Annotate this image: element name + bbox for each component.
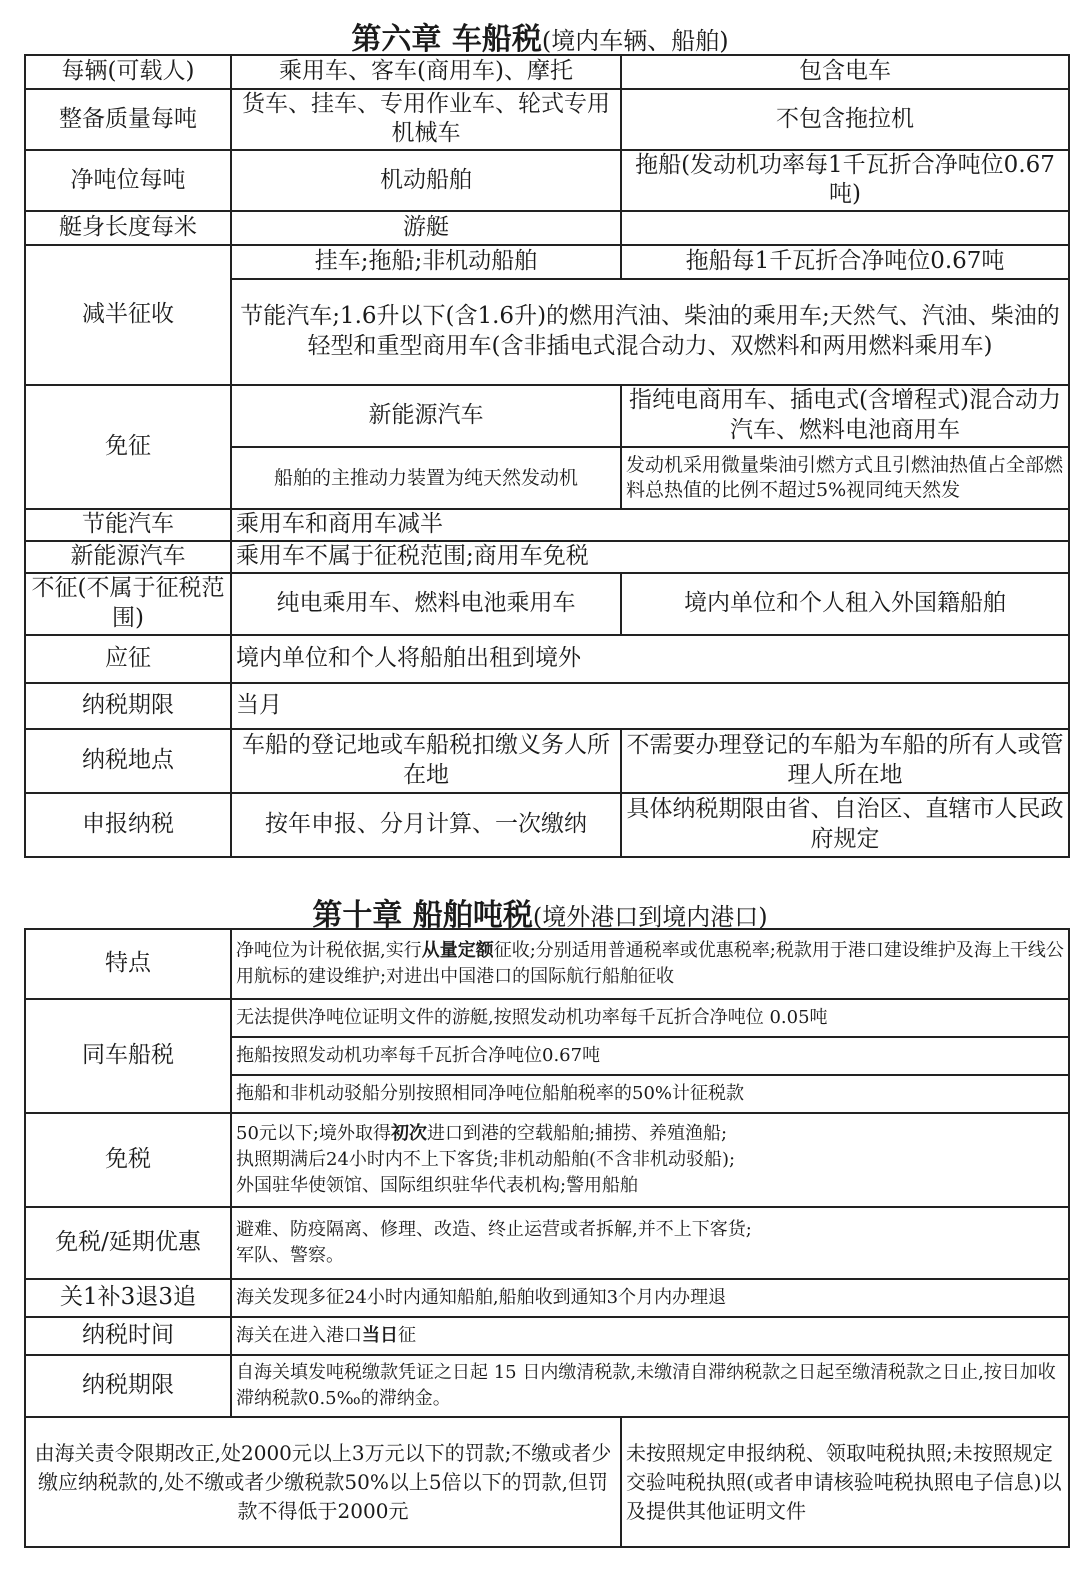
cell: 挂车;拖船;非机动船舶 <box>231 245 621 279</box>
cell: 拖船每1千瓦折合净吨位0.67吨 <box>621 245 1069 279</box>
cell: 境内单位和个人将船舶出租到境外 <box>231 635 1069 683</box>
row-label: 不征(不属于征税范围) <box>25 573 231 635</box>
cell: 游艇 <box>231 211 621 245</box>
table-row <box>25 683 1069 729</box>
table-row <box>25 729 1069 793</box>
row-label: 节能汽车 <box>25 509 231 541</box>
table-row <box>25 1355 1069 1417</box>
row-label: 每辆(可载人) <box>25 55 231 89</box>
row-label: 申报纳税 <box>25 793 231 857</box>
cell-text: 征 <box>398 1324 416 1346</box>
cell <box>231 1207 1069 1279</box>
row-label: 免征 <box>25 385 231 509</box>
cell: 纯电乘用车、燃料电池乘用车 <box>231 573 621 635</box>
row-label: 净吨位每吨 <box>25 150 231 211</box>
table-row <box>25 573 1069 635</box>
table-row <box>25 245 1069 279</box>
row-label: 艇身长度每米 <box>25 211 231 245</box>
table-row <box>25 509 1069 541</box>
row-label: 免税 <box>25 1113 231 1207</box>
chapter6-table <box>24 54 1070 858</box>
cell: 当月 <box>231 683 1069 729</box>
table-row <box>25 929 1069 999</box>
cell: 无法提供净吨位证明文件的游艇,按照发动机功率每千瓦折合净吨位 0.05吨 <box>231 999 1069 1037</box>
cell: 车船的登记地或车船税扣缴义务人所在地 <box>231 729 621 793</box>
table-row <box>25 1417 1069 1547</box>
cell-text: 征收;分别适用普通税率或优惠税率;税款用于港口建设维护及海上干线公用航标的建设维护;对进出中国港口的国际航行船舶征收 <box>236 939 1064 987</box>
row-label: 应征 <box>25 635 231 683</box>
row-label: 减半征收 <box>25 245 231 385</box>
row-label: 纳税期限 <box>25 683 231 729</box>
row-label: 纳税时间 <box>25 1317 231 1355</box>
chapter10-title-sub: (境外港口到境内港口) <box>532 903 768 931</box>
cell: 不需要办理登记的车船为车船的所有人或管理人所在地 <box>621 729 1069 793</box>
cell <box>621 211 1069 245</box>
cell-text: 海关在进入港口 <box>236 1324 362 1346</box>
cell: 自海关填发吨税缴款凭证之日起 15 日内缴清税款,未缴清自滞纳税款之日起至缴清税款之日止,按日加收滞纳税款0.5‰的滞纳金。 <box>231 1355 1069 1417</box>
chapter6-title <box>0 14 1080 58</box>
row-label: 纳税地点 <box>25 729 231 793</box>
row-label: 整备质量每吨 <box>25 89 231 150</box>
cell: 海关发现多征24小时内通知船舶,船舶收到通知3个月内办理退 <box>231 1279 1069 1317</box>
cell-text: 军队、警察。 <box>236 1245 344 1266</box>
chapter6-title-sub: (境内车辆、船舶) <box>541 27 729 55</box>
table-row <box>25 635 1069 683</box>
table-row <box>25 55 1069 89</box>
row-label: 特点 <box>25 929 231 999</box>
penalty-cell: 由海关责令限期改正,处2000元以上3万元以下的罚款;不缴或者少缴应纳税款的,处不缴或者少缴税款50%以上5倍以下的罚款,但罚款不得低于2000元 <box>25 1417 621 1547</box>
cell-text: 50元以下;境外取得 <box>236 1122 391 1144</box>
cell: 不包含拖拉机 <box>621 89 1069 150</box>
row-label: 免税/延期优惠 <box>25 1207 231 1279</box>
cell <box>231 929 1069 999</box>
cell-text: 外国驻华使领馆、国际组织驻华代表机构;警用船舶 <box>236 1175 639 1197</box>
table-row <box>25 999 1069 1037</box>
cell-text-bold: 当日 <box>362 1324 398 1346</box>
cell-text-bold: 从量定额 <box>421 939 494 961</box>
cell: 机动船舶 <box>231 150 621 211</box>
cell: 指纯电商用车、插电式(含增程式)混合动力汽车、燃料电池商用车 <box>621 385 1069 447</box>
cell: 具体纳税期限由省、自治区、直辖市人民政府规定 <box>621 793 1069 857</box>
cell: 节能汽车;1.6升以下(含1.6升)的燃用汽油、柴油的乘用车;天然气、汽油、柴油的轻型和重型商用车(含非插电式混合动力、双燃料和两用燃料乘用车) <box>231 279 1069 385</box>
cell: 乘用车和商用车减半 <box>231 509 1069 541</box>
cell: 按年申报、分月计算、一次缴纳 <box>231 793 621 857</box>
chapter10-title-main: 第十章 船舶吨税 <box>312 898 533 933</box>
cell <box>231 1317 1069 1355</box>
cell: 新能源汽车 <box>231 385 621 447</box>
cell: 境内单位和个人租入外国籍船舶 <box>621 573 1069 635</box>
row-label: 同车船税 <box>25 999 231 1113</box>
table-row <box>25 1279 1069 1317</box>
chapter10-table <box>24 928 1070 1548</box>
chapter6-title-main: 第六章 车船税 <box>351 22 542 57</box>
cell: 乘用车不属于征税范围;商用车免税 <box>231 541 1069 573</box>
row-label: 关1补3退3追 <box>25 1279 231 1317</box>
table-row <box>25 793 1069 857</box>
table-row <box>25 1207 1069 1279</box>
cell-text-bold: 初次 <box>390 1122 427 1144</box>
table-row <box>25 541 1069 573</box>
cell: 包含电车 <box>621 55 1069 89</box>
cell: 船舶的主推动力装置为纯天然发动机 <box>231 447 621 509</box>
cell: 拖船(发动机功率每1千瓦折合净吨位0.67吨) <box>621 150 1069 211</box>
cell: 乘用车、客车(商用车)、摩托 <box>231 55 621 89</box>
cell-text: 进口到港的空载船舶;捕捞、养殖渔船; <box>426 1122 728 1144</box>
cell: 货车、挂车、专用作业车、轮式专用机械车 <box>231 89 621 150</box>
table-row <box>25 1113 1069 1207</box>
row-label: 纳税期限 <box>25 1355 231 1417</box>
cell: 拖船和非机动驳船分别按照相同净吨位船舶税率的50%计征税款 <box>231 1075 1069 1113</box>
cell: 拖船按照发动机功率每千瓦折合净吨位0.67吨 <box>231 1037 1069 1075</box>
table-row <box>25 211 1069 245</box>
table-row <box>25 1317 1069 1355</box>
row-label: 新能源汽车 <box>25 541 231 573</box>
table-row <box>25 89 1069 150</box>
cell <box>231 1113 1069 1207</box>
penalty-cell: 未按照规定申报纳税、领取吨税执照;未按照规定交验吨税执照(或者申请核验吨税执照电子信息)以及提供其他证明文件 <box>621 1417 1069 1547</box>
table-row <box>25 385 1069 447</box>
table-row <box>25 150 1069 211</box>
cell: 发动机采用微量柴油引燃方式且引燃油热值占全部燃料总热值的比例不超过5%视同纯天然发 <box>621 447 1069 509</box>
cell-text: 执照期满后24小时内不上下客货;非机动船舶(不含非机动驳船); <box>236 1148 736 1170</box>
cell-text: 避难、防疫隔离、修理、改造、终止运营或者拆解,并不上下客货; <box>236 1218 752 1240</box>
cell-text: 净吨位为计税依据,实行 <box>236 939 422 961</box>
